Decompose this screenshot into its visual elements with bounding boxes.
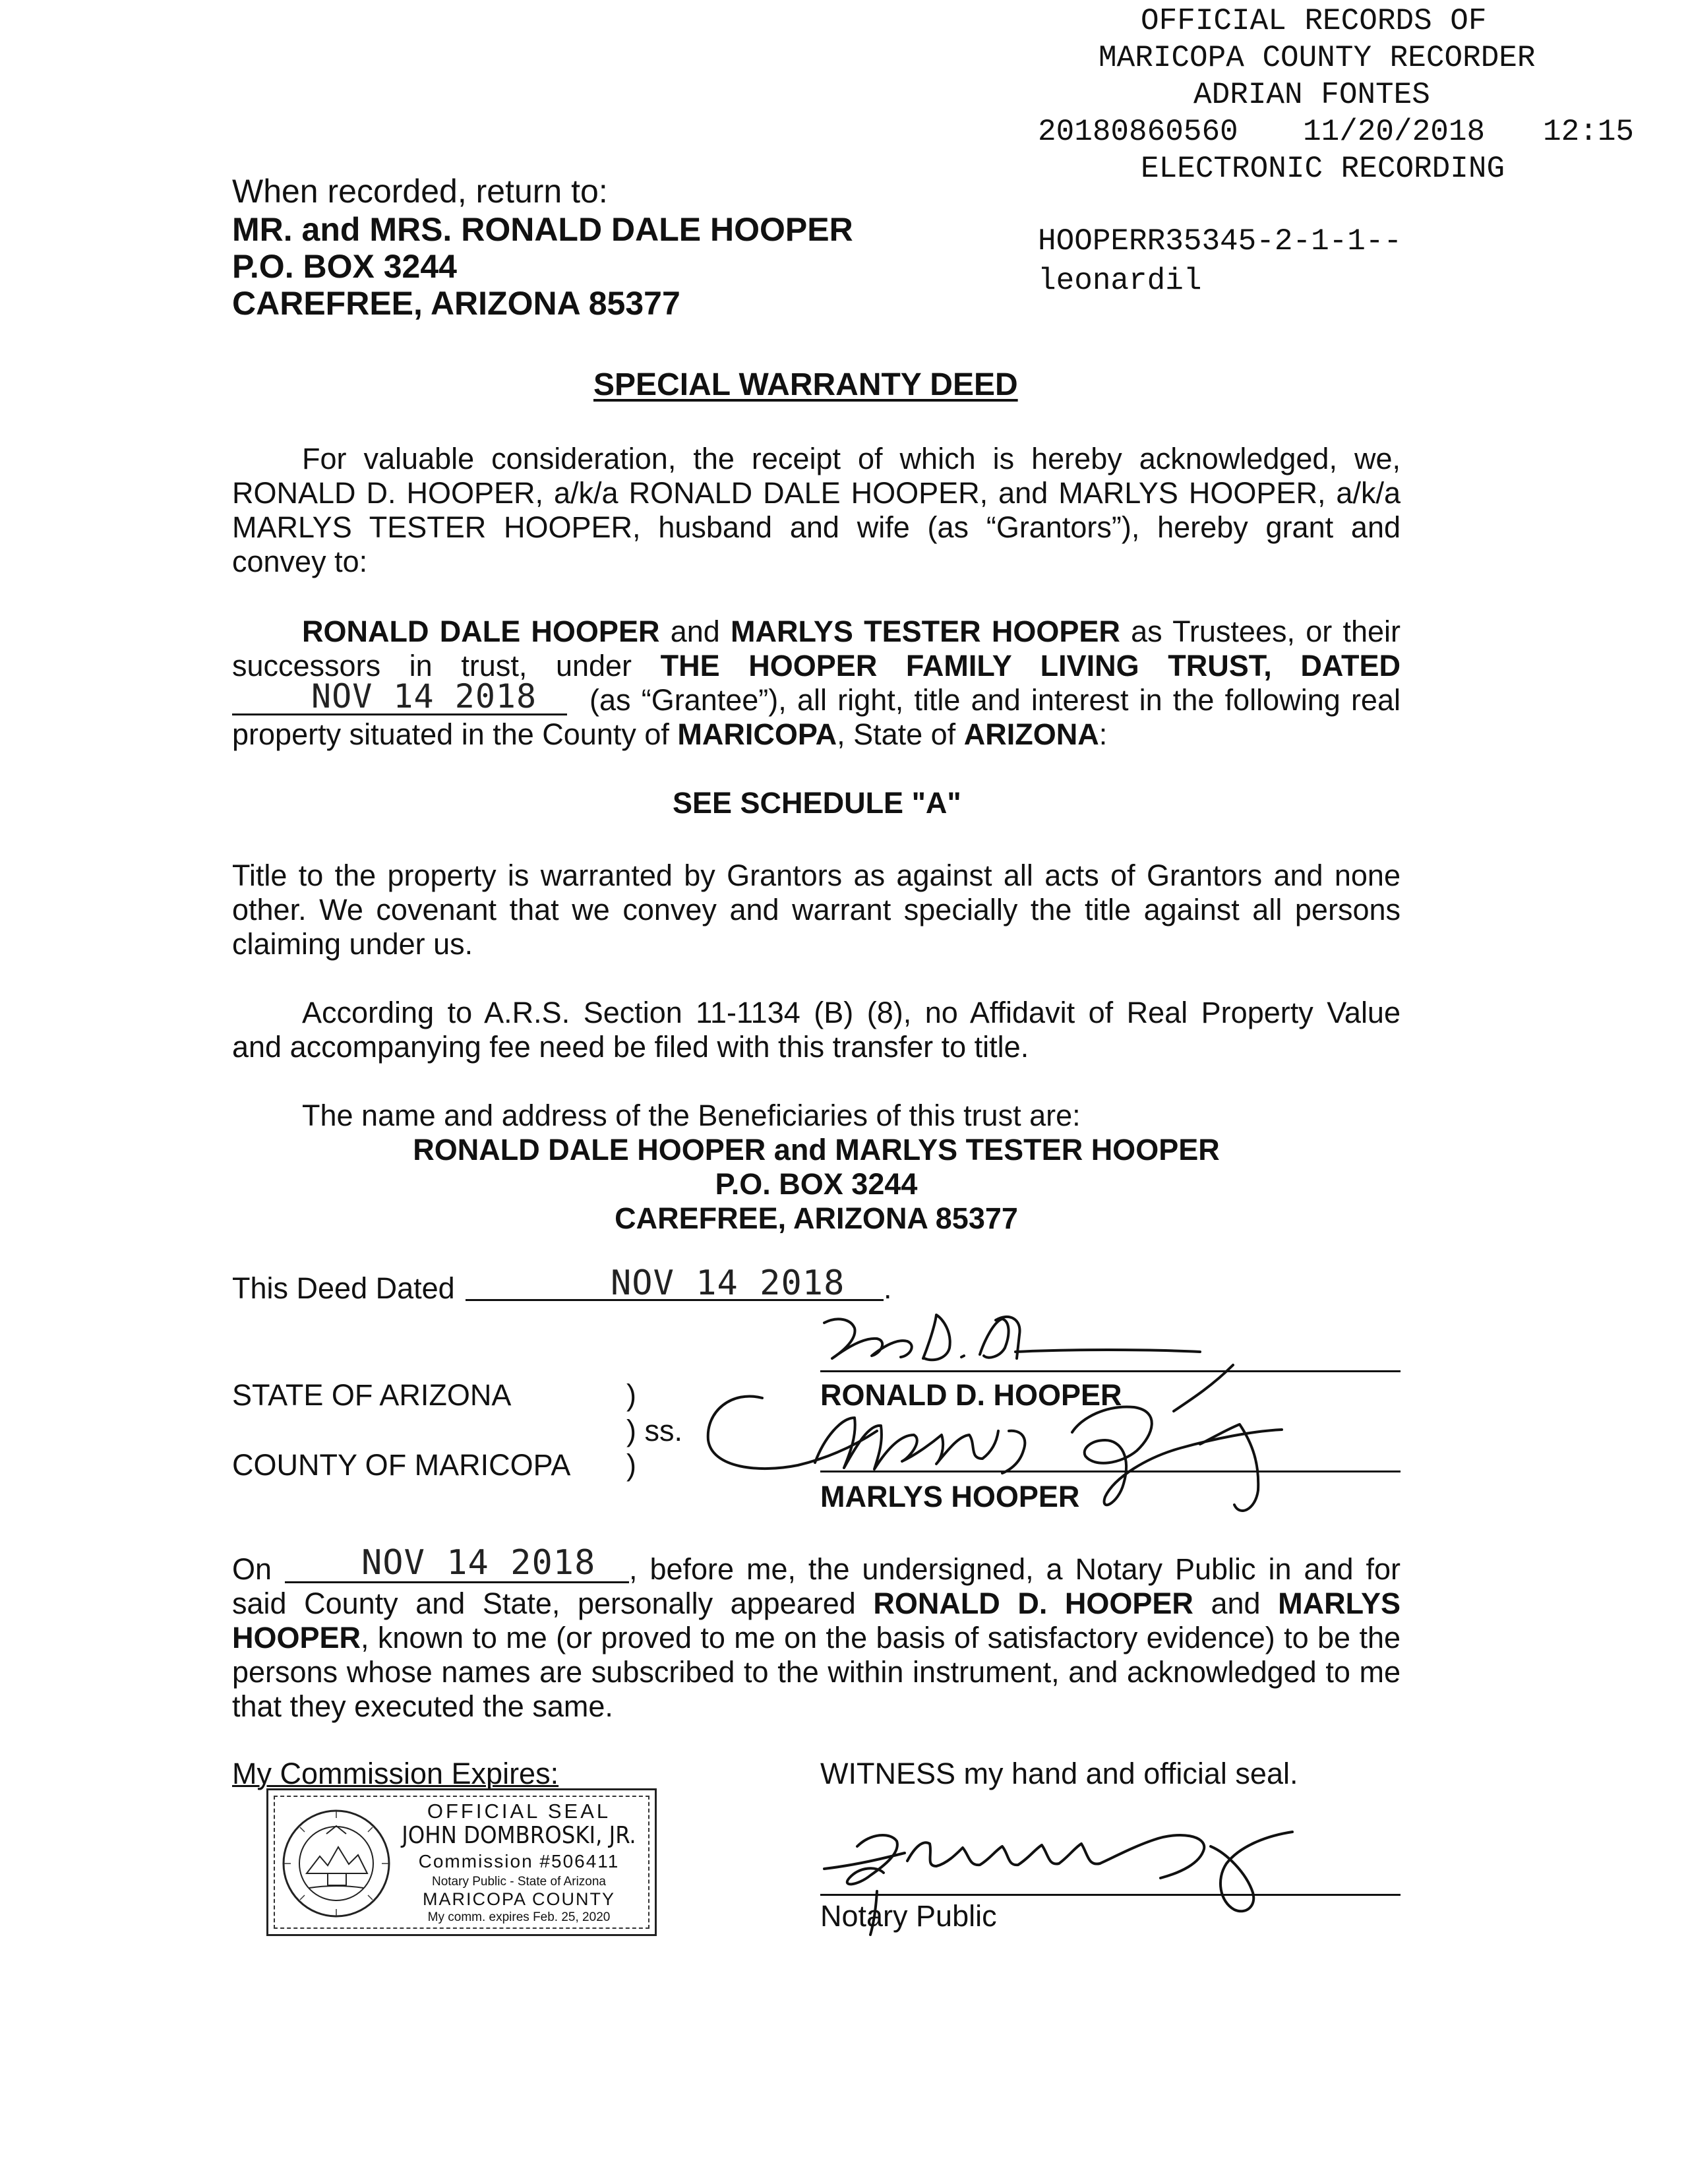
notary-l3-rest: , known to me (or proved to me on the basis of satisfactory evidence) to be the bbox=[361, 1621, 1401, 1654]
recording-date: 11/20/2018 bbox=[1303, 115, 1486, 149]
signature-ronald-hooper bbox=[824, 1315, 1200, 1360]
seal-line-2: JOHN DOMBROSKI, JR. bbox=[402, 1822, 636, 1849]
warranty-paragraph bbox=[232, 859, 1401, 961]
witness-text: WITNESS my hand and official seal. bbox=[820, 1757, 1298, 1790]
seal-line-4: Notary Public - State of Arizona bbox=[431, 1875, 606, 1889]
deed-dated-label: This Deed Dated bbox=[232, 1271, 455, 1305]
notary-signature-line bbox=[820, 1894, 1401, 1896]
trust-date-stamp: NOV 14 2018 bbox=[311, 677, 537, 715]
grantee-as-trustees: as Trustees, or their bbox=[1131, 615, 1401, 648]
recording-line-5: ELECTRONIC RECORDING bbox=[1141, 152, 1505, 186]
return-to-city: CAREFREE, ARIZONA 85377 bbox=[232, 285, 680, 322]
recording-header bbox=[1029, 0, 1662, 369]
notary-line-5: that they executed the same. bbox=[232, 1689, 613, 1723]
grantee-line-4 bbox=[232, 717, 1401, 752]
venue-state: STATE OF ARIZONA bbox=[232, 1378, 512, 1412]
paragraph-line: Title to the property is warranted by Grantors as against all acts of Grantors and none bbox=[232, 859, 1401, 892]
return-to-label: When recorded, return to: bbox=[232, 173, 608, 210]
paragraph-line: and accompanying fee need be filed with this transfer to title. bbox=[232, 1030, 1029, 1064]
deed-dated-period: . bbox=[884, 1271, 892, 1305]
notary-seal bbox=[266, 1788, 657, 1936]
notary-line-3 bbox=[232, 1621, 1401, 1655]
beneficiaries-block bbox=[232, 1133, 1401, 1236]
grantee-line-3 bbox=[232, 677, 1401, 717]
trust-name: THE HOOPER FAMILY LIVING TRUST, DATED bbox=[660, 649, 1401, 682]
grantee-name-1: RONALD DALE HOOPER bbox=[302, 615, 660, 648]
recording-number: 20180860560 bbox=[1038, 115, 1238, 149]
notary-date-stamp: NOV 14 2018 bbox=[361, 1543, 596, 1583]
notary-l2-name-1: RONALD D. HOOPER bbox=[873, 1587, 1193, 1620]
notary-l2-name-2: MARLYS bbox=[1278, 1587, 1401, 1620]
after-date-text: (as “Grantee”), all right, title and interest in the following real bbox=[589, 683, 1401, 717]
paragraph-line: MARLYS TESTER HOOPER, husband and wife (as “Grantors”), hereby grant and bbox=[232, 510, 1401, 544]
signature-line-1 bbox=[820, 1370, 1401, 1372]
notary-l2-and: and bbox=[1211, 1587, 1261, 1620]
paragraph-line: RONALD D. HOOPER, a/k/a RONALD DALE HOOPER, and MARLYS HOOPER, a/k/a bbox=[232, 476, 1401, 510]
signer-2-name: MARLYS HOOPER bbox=[820, 1480, 1080, 1513]
county-name: MARICOPA bbox=[677, 717, 837, 751]
grantee-and: and bbox=[670, 615, 720, 648]
paragraph-line: According to A.R.S. Section 11-1134 (B) (8), no Affidavit of Real Property Value bbox=[302, 996, 1401, 1029]
seal-line-6: My comm. expires Feb. 25, 2020 bbox=[427, 1910, 611, 1924]
notary-l3-name: HOOPER bbox=[232, 1621, 361, 1654]
beneficiaries-intro: The name and address of the Beneficiaries of this trust are: bbox=[302, 1099, 1081, 1132]
recording-time: 12:15 bbox=[1543, 115, 1635, 149]
notary-line-1-rest: , before me, the undersigned, a Notary Public in and for bbox=[629, 1552, 1401, 1586]
venue-paren-2: ) bbox=[626, 1448, 636, 1482]
affidavit-paragraph bbox=[232, 996, 1401, 1064]
schedule-heading: SEE SCHEDULE "A" bbox=[673, 786, 961, 820]
beneficiary-city: CAREFREE, ARIZONA 85377 bbox=[615, 1201, 1018, 1235]
signer-1-name: RONALD D. HOOPER bbox=[820, 1378, 1122, 1412]
grantee-line-1 bbox=[232, 615, 1401, 649]
signature-line-2 bbox=[820, 1471, 1401, 1472]
recording-line-2: MARICOPA COUNTY RECORDER bbox=[1099, 41, 1536, 75]
consideration-paragraph bbox=[232, 442, 1401, 579]
commission-label: My Commission Expires: bbox=[232, 1757, 559, 1790]
paragraph-line: claiming under us. bbox=[232, 927, 473, 961]
venue-ss: ) ss. bbox=[626, 1414, 682, 1447]
recording-line-1: OFFICIAL RECORDS OF bbox=[1141, 4, 1487, 38]
return-to-block bbox=[232, 173, 957, 322]
venue-paren-1: ) bbox=[626, 1378, 636, 1412]
document-title: SPECIAL WARRANTY DEED bbox=[593, 367, 1018, 402]
notary-paragraph bbox=[232, 1543, 1401, 1724]
beneficiary-box: P.O. BOX 3244 bbox=[715, 1167, 918, 1201]
notary-line-2 bbox=[232, 1587, 1401, 1621]
paragraph-line: convey to: bbox=[232, 545, 368, 578]
recording-user: leonardil bbox=[1038, 264, 1202, 298]
seal-line-1: OFFICIAL SEAL bbox=[427, 1800, 611, 1823]
state-name: ARIZONA bbox=[963, 717, 1099, 751]
grantee-paragraph bbox=[232, 615, 1401, 752]
colon: : bbox=[1099, 717, 1108, 751]
notary-on: On bbox=[232, 1552, 272, 1586]
paragraph-line: For valuable consideration, the receipt of which is hereby acknowledged, we, bbox=[302, 442, 1401, 475]
venue-county: COUNTY OF MARICOPA bbox=[232, 1448, 571, 1482]
deed-dated-stamp: NOV 14 2018 bbox=[611, 1263, 845, 1303]
return-to-name: MR. and MRS. RONALD DALE HOOPER bbox=[232, 211, 853, 248]
grantee-name-2: MARLYS TESTER HOOPER bbox=[731, 615, 1120, 648]
seal-line-3: Commission #506411 bbox=[418, 1851, 620, 1871]
notary-l2-pre: said County and State, personally appeared bbox=[232, 1587, 856, 1620]
signature-marlys-cross bbox=[1174, 1365, 1258, 1511]
notary-public-label: Notary Public bbox=[820, 1899, 997, 1933]
state-pre: , State of bbox=[837, 717, 956, 751]
property-pre: property situated in the County of bbox=[232, 717, 669, 751]
beneficiary-names: RONALD DALE HOOPER and MARLYS TESTER HOOPER bbox=[413, 1133, 1220, 1167]
recording-line-3: ADRIAN FONTES bbox=[1193, 78, 1430, 112]
arizona-state-seal-emblem bbox=[280, 1807, 392, 1920]
return-to-box: P.O. BOX 3244 bbox=[232, 248, 457, 285]
successors-text: successors in trust, under bbox=[232, 649, 632, 682]
notary-line-4: persons whose names are subscribed to the within instrument, and acknowledged to me bbox=[232, 1655, 1401, 1689]
recording-ref: HOOPERR35345-2-1-1-- bbox=[1038, 224, 1402, 258]
paragraph-line: other. We covenant that we convey and warrant specially the title against all persons bbox=[232, 893, 1401, 926]
seal-line-5: MARICOPA COUNTY bbox=[422, 1889, 616, 1909]
notary-line-1 bbox=[232, 1543, 1401, 1587]
